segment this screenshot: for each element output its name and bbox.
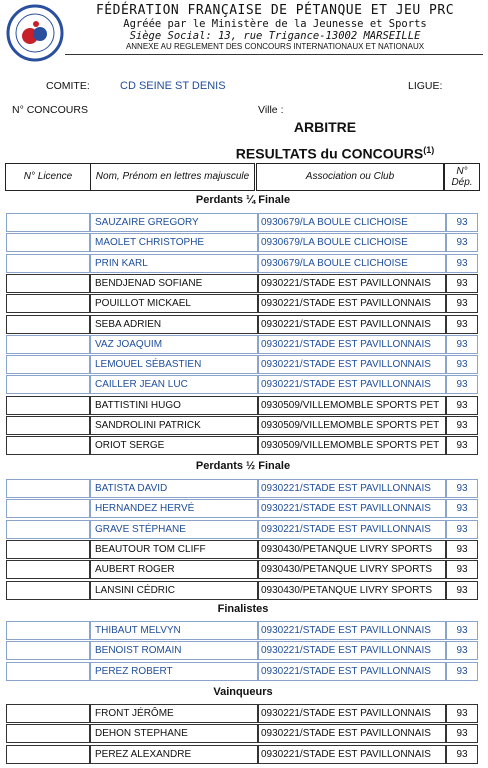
- dep-cell: 93: [446, 641, 478, 660]
- player-name-cell: LEMOUEL SÉBASTIEN: [90, 355, 258, 374]
- table-row: [6, 621, 478, 640]
- licence-cell: [6, 396, 90, 415]
- club-cell: 0930221/STADE EST PAVILLONNAIS: [258, 335, 446, 354]
- licence-cell: [6, 581, 90, 600]
- club-cell: 0930221/STADE EST PAVILLONNAIS: [258, 724, 446, 743]
- player-name-cell: BEAUTOUR TOM CLIFF: [90, 540, 258, 559]
- dep-cell: 93: [446, 581, 478, 600]
- dep-cell: 93: [446, 315, 478, 334]
- table-row: [6, 520, 478, 539]
- licence-cell: [6, 520, 90, 539]
- licence-cell: [6, 560, 90, 579]
- table-row: [6, 254, 478, 273]
- dep-cell: 93: [446, 745, 478, 764]
- concours-label: N° CONCOURS: [12, 104, 88, 116]
- federation-logo-icon: [6, 4, 64, 62]
- licence-cell: [6, 621, 90, 640]
- player-name-cell: POUILLOT MICKAEL: [90, 294, 258, 313]
- player-name-cell: LANSINI CÉDRIC: [90, 581, 258, 600]
- table-row: [6, 294, 478, 313]
- player-name-cell: MAOLET CHRISTOPHE: [90, 233, 258, 252]
- comite-label: COMITE:: [46, 80, 90, 92]
- player-name-cell: BATTISTINI HUGO: [90, 396, 258, 415]
- club-cell: 0930221/STADE EST PAVILLONNAIS: [258, 274, 446, 293]
- dep-cell: 93: [446, 540, 478, 559]
- col-club-header: Association ou Club: [256, 163, 444, 191]
- club-cell: 0930679/LA BOULE CLICHOISE: [258, 254, 446, 273]
- ville-label: Ville :: [258, 104, 284, 116]
- licence-cell: [6, 375, 90, 394]
- results-note: (1): [423, 145, 435, 155]
- licence-cell: [6, 724, 90, 743]
- player-name-cell: THIBAUT MELVYN: [90, 621, 258, 640]
- player-name-cell: GRAVE STÉPHANE: [90, 520, 258, 539]
- licence-cell: [6, 294, 90, 313]
- player-name-cell: ORIOT SERGE: [90, 436, 258, 455]
- club-cell: 0930221/STADE EST PAVILLONNAIS: [258, 704, 446, 723]
- table-row: [6, 499, 478, 518]
- dep-cell: 93: [446, 479, 478, 498]
- licence-cell: [6, 274, 90, 293]
- table-row: [6, 416, 478, 435]
- dep-cell: 93: [446, 213, 478, 232]
- player-name-cell: CAILLER JEAN LUC: [90, 375, 258, 394]
- results-title: RESULTATS du CONCOURS$^{(1)}$: [235, 145, 435, 162]
- club-cell: 0930509/VILLEMOMBLE SPORTS PET: [258, 416, 446, 435]
- table-row: [6, 662, 478, 681]
- licence-cell: [6, 416, 90, 435]
- dep-cell: 93: [446, 436, 478, 455]
- table-row: [6, 355, 478, 374]
- licence-cell: [6, 355, 90, 374]
- club-cell: 0930221/STADE EST PAVILLONNAIS: [258, 294, 446, 313]
- club-cell: 0930221/STADE EST PAVILLONNAIS: [258, 375, 446, 394]
- dep-cell: 93: [446, 520, 478, 539]
- club-cell: 0930430/PETANQUE LIVRY SPORTS: [258, 540, 446, 559]
- club-cell: 0930221/STADE EST PAVILLONNAIS: [258, 745, 446, 764]
- dep-cell: 93: [446, 396, 478, 415]
- licence-cell: [6, 213, 90, 232]
- club-cell: 0930679/LA BOULE CLICHOISE: [258, 213, 446, 232]
- arbitre-title: ARBITRE: [293, 119, 357, 135]
- licence-cell: [6, 436, 90, 455]
- table-row: [6, 335, 478, 354]
- licence-cell: [6, 641, 90, 660]
- dep-cell: 93: [446, 621, 478, 640]
- agree-line: Agréée par le Ministère de la Jeunesse et Sports: [123, 18, 427, 30]
- table-row: [6, 560, 478, 579]
- table-row: [6, 704, 478, 723]
- dep-cell: 93: [446, 355, 478, 374]
- club-cell: 0930509/VILLEMOMBLE SPORTS PET: [258, 436, 446, 455]
- player-name-cell: HERNANDEZ HERVÉ: [90, 499, 258, 518]
- section-title: Vainqueurs: [213, 686, 273, 698]
- player-name-cell: BENOIST ROMAIN: [90, 641, 258, 660]
- federation-name: FÉDÉRATION FRANÇAISE DE PÉTANQUE ET JEU PRC: [95, 3, 455, 18]
- player-name-cell: PRIN KARL: [90, 254, 258, 273]
- table-row: [6, 745, 478, 764]
- club-cell: 0930679/LA BOULE CLICHOISE: [258, 233, 446, 252]
- player-name-cell: PEREZ ALEXANDRE: [90, 745, 258, 764]
- dep-cell: 93: [446, 704, 478, 723]
- header-rule: [65, 54, 483, 55]
- club-cell: 0930430/PETANQUE LIVRY SPORTS: [258, 560, 446, 579]
- table-row: [6, 641, 478, 660]
- section-title: Finalistes: [217, 603, 269, 615]
- player-name-cell: BATISTA DAVID: [90, 479, 258, 498]
- club-cell: 0930221/STADE EST PAVILLONNAIS: [258, 499, 446, 518]
- col-name-header: Nom, Prénom en lettres majuscule: [90, 163, 255, 191]
- annexe-line: ANNEXE AU REGLEMENT DES CONCOURS INTERNATIONAUX ET NATIONAUX: [125, 42, 425, 51]
- player-name-cell: SAUZAIRE GREGORY: [90, 213, 258, 232]
- club-cell: 0930221/STADE EST PAVILLONNAIS: [258, 641, 446, 660]
- dep-cell: 93: [446, 294, 478, 313]
- table-row: [6, 233, 478, 252]
- dep-cell: 93: [446, 499, 478, 518]
- club-cell: 0930221/STADE EST PAVILLONNAIS: [258, 479, 446, 498]
- licence-cell: [6, 540, 90, 559]
- club-cell: 0930509/VILLEMOMBLE SPORTS PET: [258, 396, 446, 415]
- player-name-cell: VAZ JOAQUIM: [90, 335, 258, 354]
- table-row: [6, 724, 478, 743]
- licence-cell: [6, 233, 90, 252]
- table-row: [6, 375, 478, 394]
- table-row: [6, 315, 478, 334]
- licence-cell: [6, 662, 90, 681]
- player-name-cell: DEHON STEPHANE: [90, 724, 258, 743]
- player-name-cell: SEBA ADRIEN: [90, 315, 258, 334]
- siege-line: Siège Social: 13, rue Trigance-13002 MARSEILLE: [129, 30, 421, 42]
- table-row: [6, 479, 478, 498]
- dep-cell: 93: [446, 662, 478, 681]
- col-licence-header: N° Licence: [5, 163, 91, 191]
- club-cell: 0930221/STADE EST PAVILLONNAIS: [258, 355, 446, 374]
- dep-cell: 93: [446, 233, 478, 252]
- player-name-cell: FRONT JÉRÔME: [90, 704, 258, 723]
- comite-value: CD SEINE ST DENIS: [120, 80, 226, 92]
- ligue-label: LIGUE:: [408, 80, 443, 92]
- dep-cell: 93: [446, 335, 478, 354]
- dep-cell: 93: [446, 560, 478, 579]
- licence-cell: [6, 745, 90, 764]
- table-row: [6, 581, 478, 600]
- club-cell: 0930221/STADE EST PAVILLONNAIS: [258, 520, 446, 539]
- dep-cell: 93: [446, 724, 478, 743]
- licence-cell: [6, 704, 90, 723]
- licence-cell: [6, 499, 90, 518]
- table-row: [6, 396, 478, 415]
- club-cell: 0930221/STADE EST PAVILLONNAIS: [258, 315, 446, 334]
- table-row: [6, 540, 478, 559]
- player-name-cell: PEREZ ROBERT: [90, 662, 258, 681]
- col-dep-header: N° Dép.: [444, 163, 480, 191]
- dep-cell: 93: [446, 416, 478, 435]
- dep-cell: 93: [446, 254, 478, 273]
- player-name-cell: SANDROLINI PATRICK: [90, 416, 258, 435]
- table-row: [6, 436, 478, 455]
- club-cell: 0930430/PETANQUE LIVRY SPORTS: [258, 581, 446, 600]
- club-cell: 0930221/STADE EST PAVILLONNAIS: [258, 662, 446, 681]
- player-name-cell: BENDJENAD SOFIANE: [90, 274, 258, 293]
- licence-cell: [6, 254, 90, 273]
- player-name-cell: AUBERT ROGER: [90, 560, 258, 579]
- club-cell: 0930221/STADE EST PAVILLONNAIS: [258, 621, 446, 640]
- section-title: Perdants ½ Finale: [195, 460, 291, 472]
- licence-cell: [6, 335, 90, 354]
- table-row: [6, 213, 478, 232]
- table-row: [6, 274, 478, 293]
- licence-cell: [6, 315, 90, 334]
- licence-cell: [6, 479, 90, 498]
- dep-cell: 93: [446, 274, 478, 293]
- section-title: Perdants ¼ Finale: [195, 194, 291, 206]
- dep-cell: 93: [446, 375, 478, 394]
